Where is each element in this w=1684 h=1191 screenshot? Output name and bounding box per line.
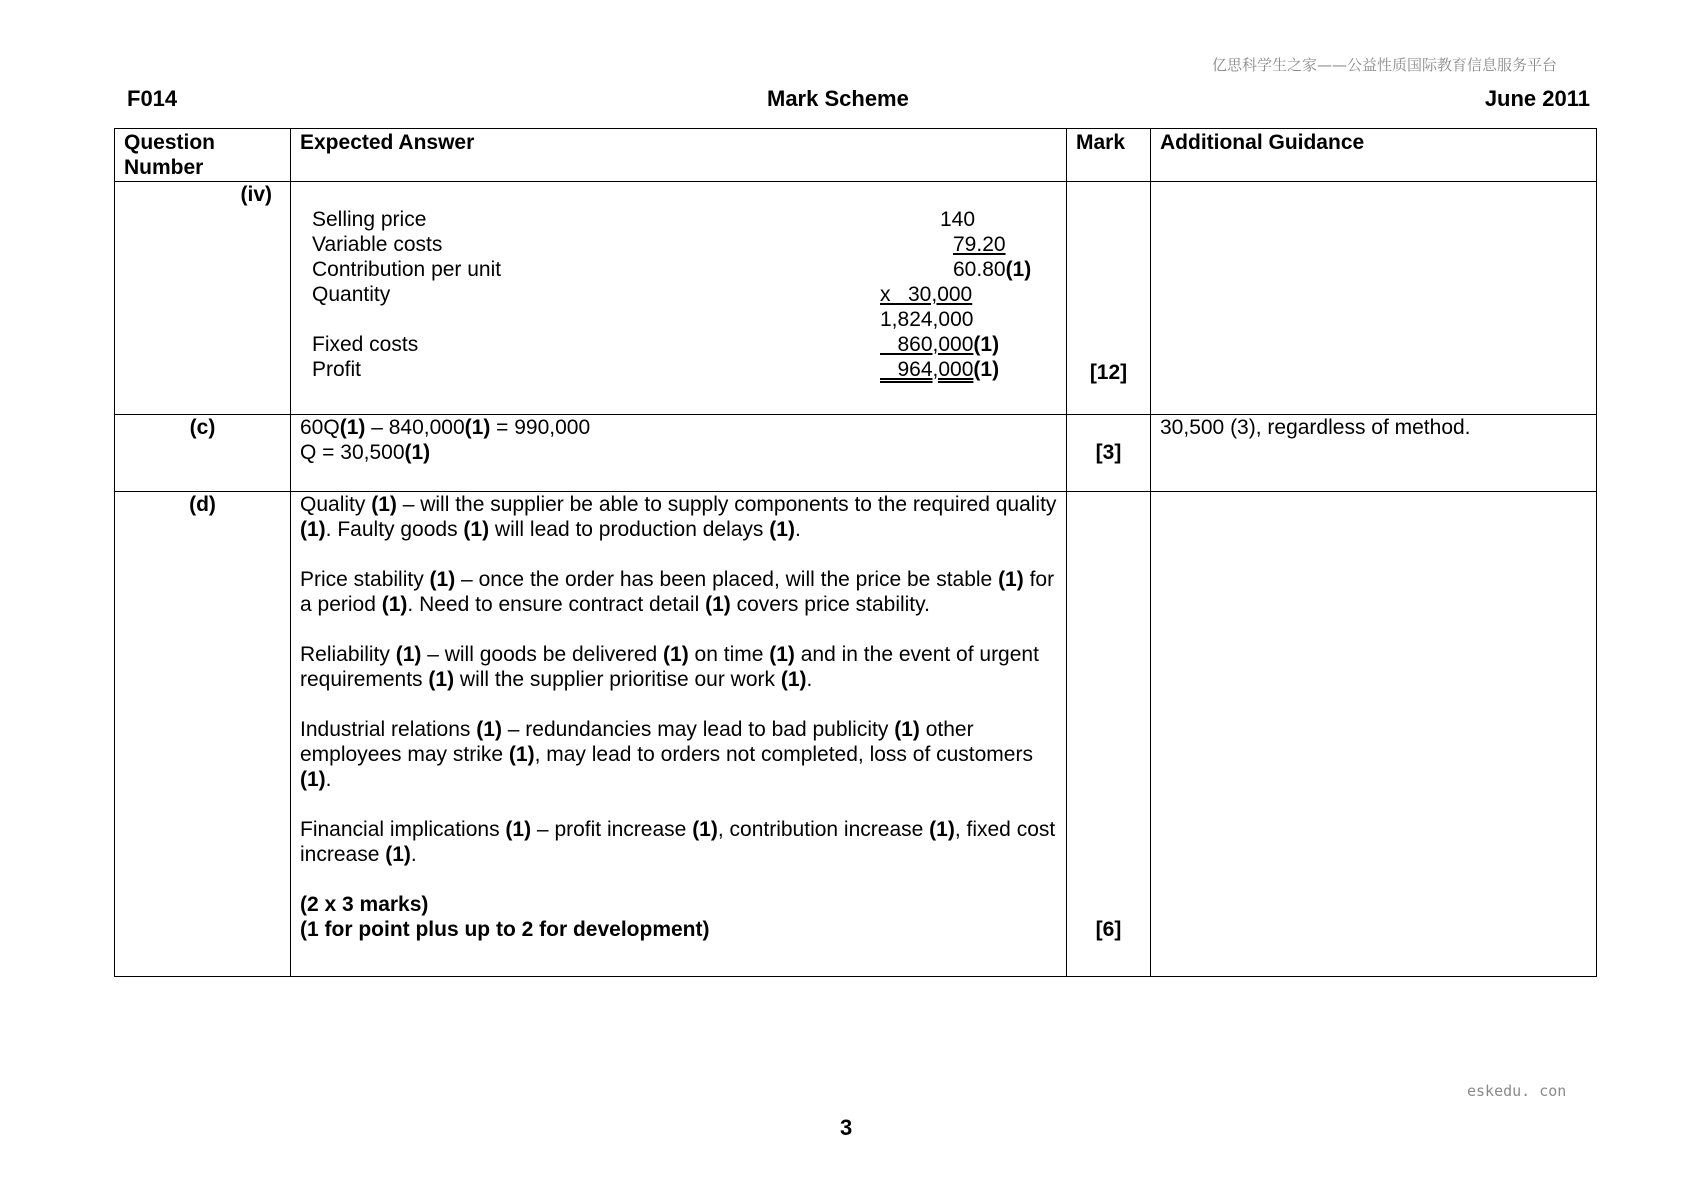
marking-note: (2 x 3 marks) (300, 893, 429, 916)
marking-note: (1 for point plus up to 2 for development) (300, 918, 710, 941)
answer-line: 60Q(1) – 840,000(1) = 990,000 (300, 416, 591, 439)
watermark-top: 亿思科学生之家——公益性质国际教育信息服务平台 (1211, 56, 1557, 74)
total-mark: [3] (1095, 441, 1122, 464)
mark-allocation: (1) (973, 358, 1000, 381)
page-number: 3 (840, 1115, 853, 1140)
calc-value: 1,824,000 (880, 308, 974, 331)
calc-label: Quantity (312, 283, 391, 306)
answer-paragraph-industrial-relations: Industrial relations (1) – redundancies may lead to bad publicity (1) other employees may strike (1), may lead to orders not completed, loss of customers (1). (300, 718, 1033, 791)
guidance-cell (1151, 182, 1597, 415)
page-title: Mark Scheme (767, 86, 909, 111)
calc-value: 60.80(1) (953, 258, 1032, 281)
calc-value: 79.20 (953, 233, 1006, 256)
expected-answer (291, 415, 1067, 492)
expected-answer (291, 492, 1067, 977)
profit-calculation (300, 207, 1057, 412)
calc-label: Selling price (312, 208, 427, 231)
calc-value: 140 (940, 208, 976, 231)
answer-paragraph-quality: Quality (1) – will the supplier be able to supply components to the required quality (1). Faulty goods (1) will lead to production delays (1). (300, 493, 1057, 541)
question-number: (d) (115, 492, 291, 977)
mark-allocation: (1) (1005, 258, 1032, 281)
guidance-cell (1151, 492, 1597, 977)
guidance-cell: 30,500 (3), regardless of method. (1151, 415, 1597, 492)
calc-label: Profit (312, 358, 362, 381)
answer-paragraph-financial-implications: Financial implications (1) – profit increase (1), contribution increase (1), fixed cost increase (1). (300, 818, 1056, 866)
question-number: (c) (115, 415, 291, 492)
answer-paragraph-price-stability: Price stability (1) – once the order has been placed, will the price be stable (1) for a period (1). Need to ensure contract detail (1) covers price stability. (300, 568, 1055, 616)
mark-cell (1067, 492, 1151, 977)
table-header-row (115, 129, 1597, 182)
table-row-iv (115, 182, 1597, 415)
mark-allocation: (1) (973, 333, 1000, 356)
expected-answer (291, 182, 1067, 415)
mark-cell (1067, 182, 1151, 415)
header-mark: Mark (1067, 129, 1151, 182)
total-mark: [6] (1095, 918, 1122, 941)
table-row-d (115, 492, 1597, 977)
header-question-number: Question Number (115, 129, 291, 182)
calc-label: Fixed costs (312, 333, 419, 356)
mark-cell (1067, 415, 1151, 492)
answer-line: Q = 30,500(1) (300, 441, 431, 464)
question-number: (iv) (115, 182, 291, 415)
calc-label: Variable costs (312, 233, 443, 256)
table-row-c (115, 415, 1597, 492)
watermark-bottom: eskedu. con (1467, 1082, 1567, 1100)
total-mark: [12] (1089, 361, 1128, 384)
calc-value: 964,000(1) (880, 358, 1000, 381)
answer-paragraph-reliability: Reliability (1) – will goods be delivered (1) on time (1) and in the event of urgent requirements (1) will the supplier prioritise our work (1). (300, 643, 1039, 691)
exam-date: June 2011 (1484, 86, 1590, 111)
header-additional-guidance: Additional Guidance (1151, 129, 1597, 182)
calc-value: x 30,000 (880, 283, 973, 306)
mark-scheme-table (114, 128, 1597, 977)
paper-code: F014 (127, 86, 178, 111)
calc-label: Contribution per unit (312, 258, 502, 281)
header-expected-answer: Expected Answer (291, 129, 1067, 182)
calc-value: 860,000(1) (880, 333, 1000, 356)
